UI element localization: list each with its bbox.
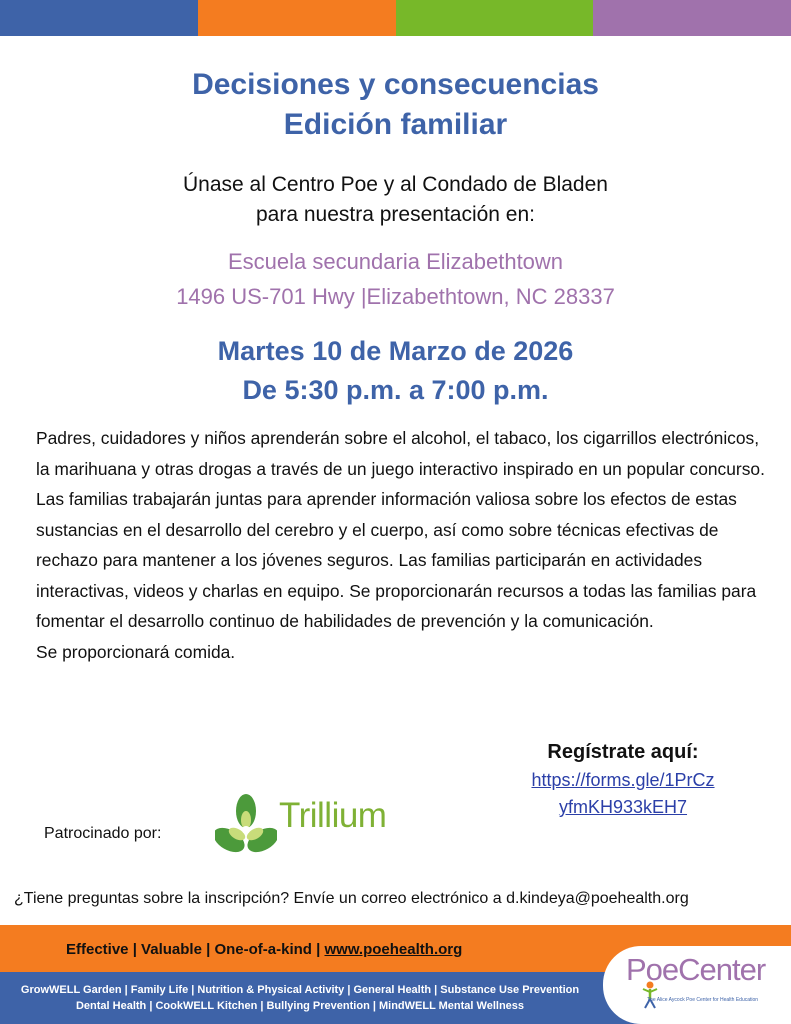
registration-link[interactable] [531,770,714,817]
website-link[interactable]: www.poehealth.org [324,941,463,958]
intro-line-2: para nuestra presentación en: [255,203,536,226]
event-description: Padres, cuidadores y niños aprenderán sobre el alcohol, el tabaco, los cigarrillos electrónicos, la marihuana y otras drogas a través de un juego interactivo inspirado en un popular concurso. Las familias trabajarán juntas para aprender información valiosa sobre los efectos de estas sustancias en el desarrollo del cerebro y el cuerpo, así como sobre técnicas efectivas de rechazo para mantener a los jóvenes seguros. Las familias participarán en actividades interactivas, videos y charlas en equipo. Se proporcionarán recursos a todas las familias para fomentar el desarrollo continuo de habilidades de prevención y la comunicación. [36,428,765,631]
event-time: De 5:30 p.m. a 7:00 p.m. [242,375,549,405]
programs-line-1: GrowWELL Garden | Family Life | Nutrition & Physical Activity | General Health | Substance Use Prevention [20,984,580,996]
registration-title: Regístrate aquí: [547,741,699,763]
trillium-flower-icon [215,794,277,860]
programs-line-2: Dental Health | CookWELL Kitchen | Bullying Prevention | MindWELL Mental Wellness [75,1000,525,1012]
venue-name: Escuela secundaria Elizabethtown [227,249,564,274]
color-block-green [396,0,594,36]
venue-address: 1496 US-701 Hwy |Elizabethtown, NC 28337 [176,284,615,309]
event-subtitle: Edición familiar [283,108,508,141]
trillium-logo [215,794,395,860]
color-block-purple [593,0,791,36]
programs-list [0,982,600,1014]
registration-link-line-1[interactable]: https://forms.gle/1PrCz [531,770,715,790]
color-block-blue [0,0,198,36]
contact-question: ¿Tiene preguntas sobre la inscripción? Envíe un correo electrónico a d.kindeya@poehealth.org [14,890,689,907]
event-date: Martes 10 de Marzo de 2026 [217,336,574,366]
poe-center-tagline: The Alice Aycock Poe Center for Health Education [647,997,759,1003]
registration-link-line-2[interactable]: yfmKH933kEH7 [558,797,688,817]
trillium-logo-text: Trillium [279,796,387,835]
intro-line-1: Únase al Centro Poe y al Condado de Bladen [183,173,608,196]
poe-center-name: PoeCenter [626,952,766,987]
sponsor-label: Patrocinado por: [44,825,162,842]
tagline-text: Effective | Valuable | One-of-a-kind | [66,941,321,958]
registration-block [505,737,741,821]
food-note: Se proporcionará comida. [36,641,236,662]
event-title: Decisiones y consecuencias [192,68,599,101]
color-block-orange [198,0,396,36]
top-color-bar [0,0,791,36]
footer-tagline [66,941,462,958]
poe-center-logo [603,946,791,1024]
event-description-block [36,423,766,667]
